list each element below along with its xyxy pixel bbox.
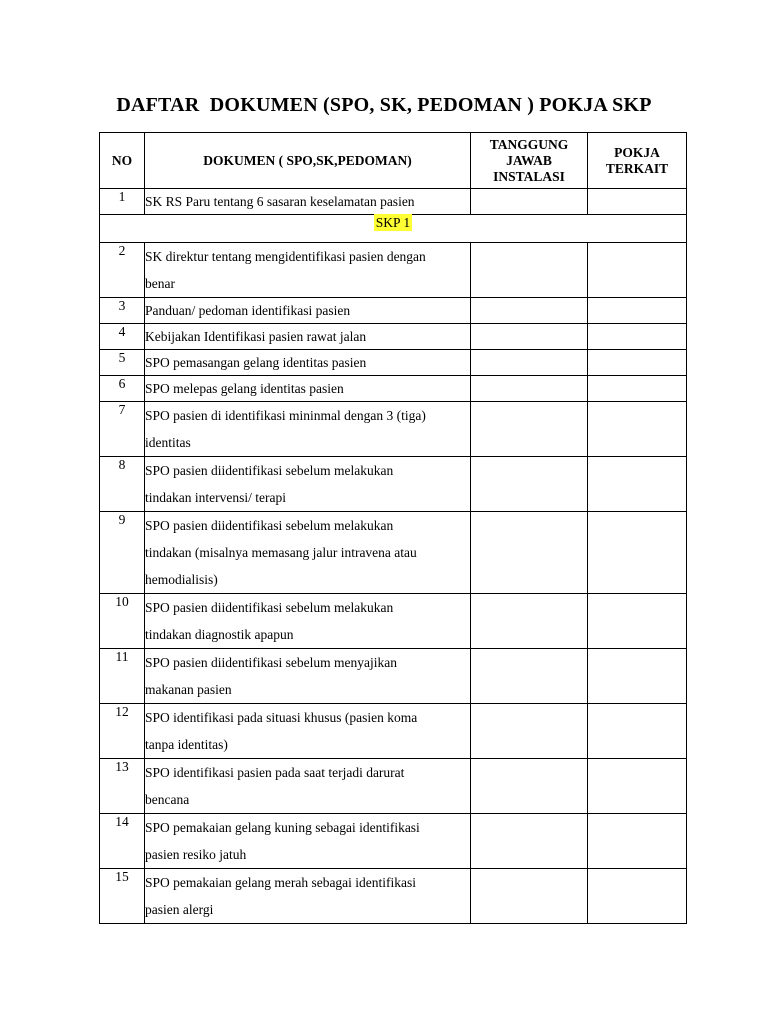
row-pokja-terkait	[588, 243, 687, 298]
row-document	[145, 189, 471, 215]
row-tanggung-jawab	[471, 243, 588, 298]
row-document	[145, 324, 471, 350]
header-pokja-line-2: TERKAIT	[605, 160, 669, 176]
row-document-line: SPO pasien diidentifikasi sebelum menyajikan	[145, 655, 397, 670]
row-pokja-terkait	[588, 298, 687, 324]
row-number: 7	[100, 402, 145, 457]
row-pokja-terkait	[588, 350, 687, 376]
row-document	[145, 869, 471, 924]
table-row	[100, 594, 687, 649]
row-pokja-terkait	[588, 759, 687, 814]
row-tanggung-jawab	[471, 814, 588, 869]
row-document	[145, 649, 471, 704]
header-tanggung-jawab	[471, 133, 588, 189]
row-document-line: Kebijakan Identifikasi pasien rawat jalan	[145, 329, 367, 344]
section-cell	[100, 215, 687, 243]
row-pokja-terkait	[588, 457, 687, 512]
table-row	[100, 189, 687, 215]
header-tanggung-line-2: JAWAB	[506, 152, 552, 168]
row-tanggung-jawab	[471, 402, 588, 457]
row-document-line: tindakan (misalnya memasang jalur intravena atau	[145, 545, 417, 560]
row-document-line: benar	[145, 276, 175, 291]
row-document-line: pasien alergi	[145, 902, 214, 917]
header-tanggung-line-3: INSTALASI	[493, 168, 565, 184]
row-document	[145, 814, 471, 869]
row-document-line: tindakan intervensi/ terapi	[145, 490, 286, 505]
row-tanggung-jawab	[471, 457, 588, 512]
row-number: 12	[100, 704, 145, 759]
row-document-line: tindakan diagnostik apapun	[145, 627, 294, 642]
row-document	[145, 759, 471, 814]
row-number: 4	[100, 324, 145, 350]
row-number: 15	[100, 869, 145, 924]
table-body	[100, 189, 687, 924]
row-pokja-terkait	[588, 869, 687, 924]
row-document-line: SPO pasien diidentifikasi sebelum melakukan	[145, 463, 394, 478]
table-row	[100, 402, 687, 457]
row-document-line: SK RS Paru tentang 6 sasaran keselamatan pasien	[145, 194, 415, 209]
header-tanggung-line-1: TANGGUNG	[489, 136, 569, 152]
row-pokja-terkait	[588, 594, 687, 649]
row-pokja-terkait	[588, 814, 687, 869]
row-document	[145, 376, 471, 402]
row-document	[145, 704, 471, 759]
row-tanggung-jawab	[471, 869, 588, 924]
row-document-line: Panduan/ pedoman identifikasi pasien	[145, 303, 351, 318]
row-number: 5	[100, 350, 145, 376]
row-pokja-terkait	[588, 376, 687, 402]
section-label: SKP 1	[375, 215, 411, 230]
row-document	[145, 594, 471, 649]
row-document	[145, 457, 471, 512]
row-document	[145, 298, 471, 324]
row-document-line: SK direktur tentang mengidentifikasi pasien dengan	[145, 249, 426, 264]
header-pokja	[588, 133, 687, 189]
document-title: DAFTAR DOKUMEN (SPO, SK, PEDOMAN ) POKJA SKP	[116, 94, 652, 116]
row-document-line: SPO melepas gelang identitas pasien	[145, 381, 344, 396]
section-row	[100, 215, 687, 243]
row-tanggung-jawab	[471, 759, 588, 814]
row-document	[145, 402, 471, 457]
row-document	[145, 350, 471, 376]
table-row	[100, 869, 687, 924]
table-row	[100, 298, 687, 324]
table-row	[100, 324, 687, 350]
row-document-line: SPO pasien di identifikasi mininmal dengan 3 (tiga)	[145, 408, 426, 423]
row-number: 6	[100, 376, 145, 402]
header-pokja-line-1: POKJA	[614, 144, 660, 160]
row-document-line: SPO pasien diidentifikasi sebelum melakukan	[145, 600, 394, 615]
row-number: 1	[100, 189, 145, 215]
table-header-row	[100, 133, 687, 189]
table-row	[100, 649, 687, 704]
row-document-line: hemodialisis)	[145, 572, 218, 587]
table-row	[100, 814, 687, 869]
row-pokja-terkait	[588, 402, 687, 457]
row-document-line: SPO identifikasi pada situasi khusus (pasien koma	[145, 710, 418, 725]
row-number: 2	[100, 243, 145, 298]
row-number: 8	[100, 457, 145, 512]
row-tanggung-jawab	[471, 298, 588, 324]
table-row	[100, 759, 687, 814]
row-tanggung-jawab	[471, 324, 588, 350]
table-row	[100, 457, 687, 512]
row-document-line: SPO identifikasi pasien pada saat terjadi darurat	[145, 765, 405, 780]
table-row	[100, 512, 687, 594]
row-number: 14	[100, 814, 145, 869]
row-document-line: tanpa identitas)	[145, 737, 228, 752]
row-tanggung-jawab	[471, 649, 588, 704]
row-tanggung-jawab	[471, 512, 588, 594]
row-document-line: SPO pemasangan gelang identitas pasien	[145, 355, 367, 370]
row-tanggung-jawab	[471, 594, 588, 649]
row-pokja-terkait	[588, 649, 687, 704]
row-number: 11	[100, 649, 145, 704]
header-document: DOKUMEN ( SPO,SK,PEDOMAN)	[145, 133, 471, 189]
row-document	[145, 243, 471, 298]
row-document-line: SPO pemakaian gelang kuning sebagai identifikasi	[145, 820, 420, 835]
row-document-line: pasien resiko jatuh	[145, 847, 247, 862]
row-tanggung-jawab	[471, 189, 588, 215]
row-tanggung-jawab	[471, 350, 588, 376]
row-pokja-terkait	[588, 512, 687, 594]
header-no: NO	[100, 133, 145, 189]
row-tanggung-jawab	[471, 376, 588, 402]
table-row	[100, 376, 687, 402]
table-row	[100, 704, 687, 759]
document-table	[99, 132, 687, 924]
row-document-line: identitas	[145, 435, 191, 450]
row-number: 13	[100, 759, 145, 814]
row-document-line: bencana	[145, 792, 190, 807]
row-document-line: SPO pemakaian gelang merah sebagai identifikasi	[145, 875, 417, 890]
row-number: 9	[100, 512, 145, 594]
row-document-line: SPO pasien diidentifikasi sebelum melakukan	[145, 518, 394, 533]
table-row	[100, 350, 687, 376]
table-row	[100, 243, 687, 298]
row-number: 3	[100, 298, 145, 324]
row-pokja-terkait	[588, 324, 687, 350]
row-document	[145, 512, 471, 594]
row-number: 10	[100, 594, 145, 649]
row-document-line: makanan pasien	[145, 682, 232, 697]
row-pokja-terkait	[588, 704, 687, 759]
row-pokja-terkait	[588, 189, 687, 215]
row-tanggung-jawab	[471, 704, 588, 759]
